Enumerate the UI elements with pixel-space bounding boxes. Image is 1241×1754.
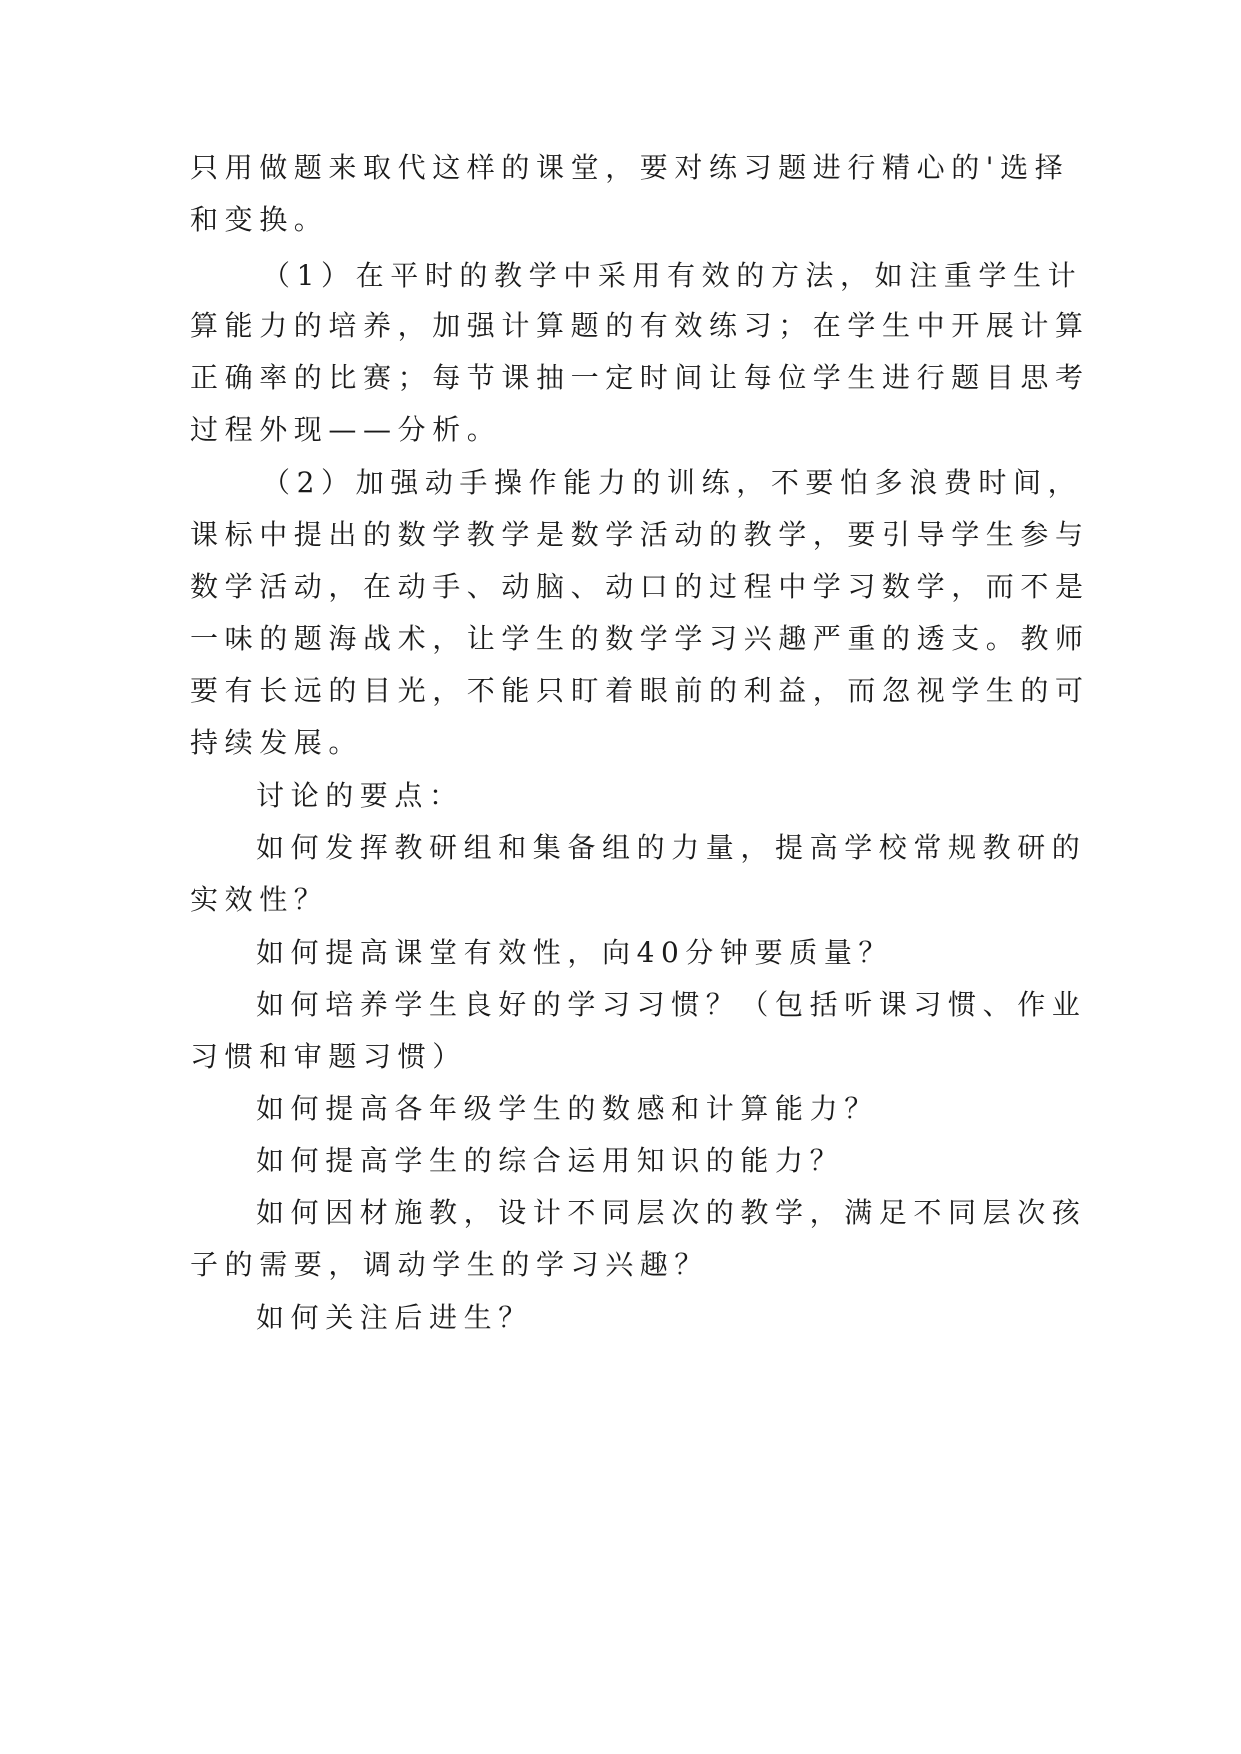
- text-line: 要有长远的目光，不能只盯着眼前的利益，而忽视学生的可: [190, 674, 1090, 707]
- text-line: 如何培养学生良好的学习习惯？（包括听课习惯、作业: [256, 988, 1087, 1021]
- text-line: 习惯和审题习惯）: [190, 1040, 467, 1073]
- text-line: 如何因材施教，设计不同层次的教学，满足不同层次孩: [256, 1196, 1087, 1229]
- text-line: 如何发挥教研组和集备组的力量，提高学校常规教研的: [256, 831, 1087, 864]
- text-line: 数学活动，在动手、动脑、动口的过程中学习数学，而不是: [190, 570, 1090, 603]
- text-line: （2）加强动手操作能力的训练，不要怕多浪费时间，: [262, 466, 1083, 499]
- text-line: 算能力的培养，加强计算题的有效练习；在学生中开展计算: [190, 309, 1090, 342]
- text-line: 如何提高各年级学生的数感和计算能力？: [256, 1092, 879, 1125]
- text-line: 只用做题来取代这样的课堂，要对练习题进行精心的'选择: [190, 151, 1070, 184]
- text-line: （1）在平时的教学中采用有效的方法，如注重学生计: [262, 259, 1083, 292]
- text-line: 子的需要，调动学生的学习兴趣？: [190, 1248, 710, 1281]
- text-line: 一味的题海战术，让学生的数学学习兴趣严重的透支。教师: [190, 622, 1090, 655]
- text-line: 实效性？: [190, 883, 329, 916]
- text-line: 课标中提出的数学教学是数学活动的教学，要引导学生参与: [190, 518, 1090, 551]
- text-line: 正确率的比赛；每节课抽一定时间让每位学生进行题目思考: [190, 361, 1090, 394]
- text-line: 如何提高课堂有效性，向40分钟要质量？: [256, 936, 894, 969]
- text-line: 和变换。: [190, 203, 329, 236]
- text-line: 如何提高学生的综合运用知识的能力？: [256, 1144, 845, 1177]
- text-line: 过程外现——分析。: [190, 413, 502, 446]
- section-heading: 讨论的要点：: [256, 779, 464, 812]
- text-line: 如何关注后进生？: [256, 1301, 533, 1334]
- text-line: 持续发展。: [190, 726, 364, 759]
